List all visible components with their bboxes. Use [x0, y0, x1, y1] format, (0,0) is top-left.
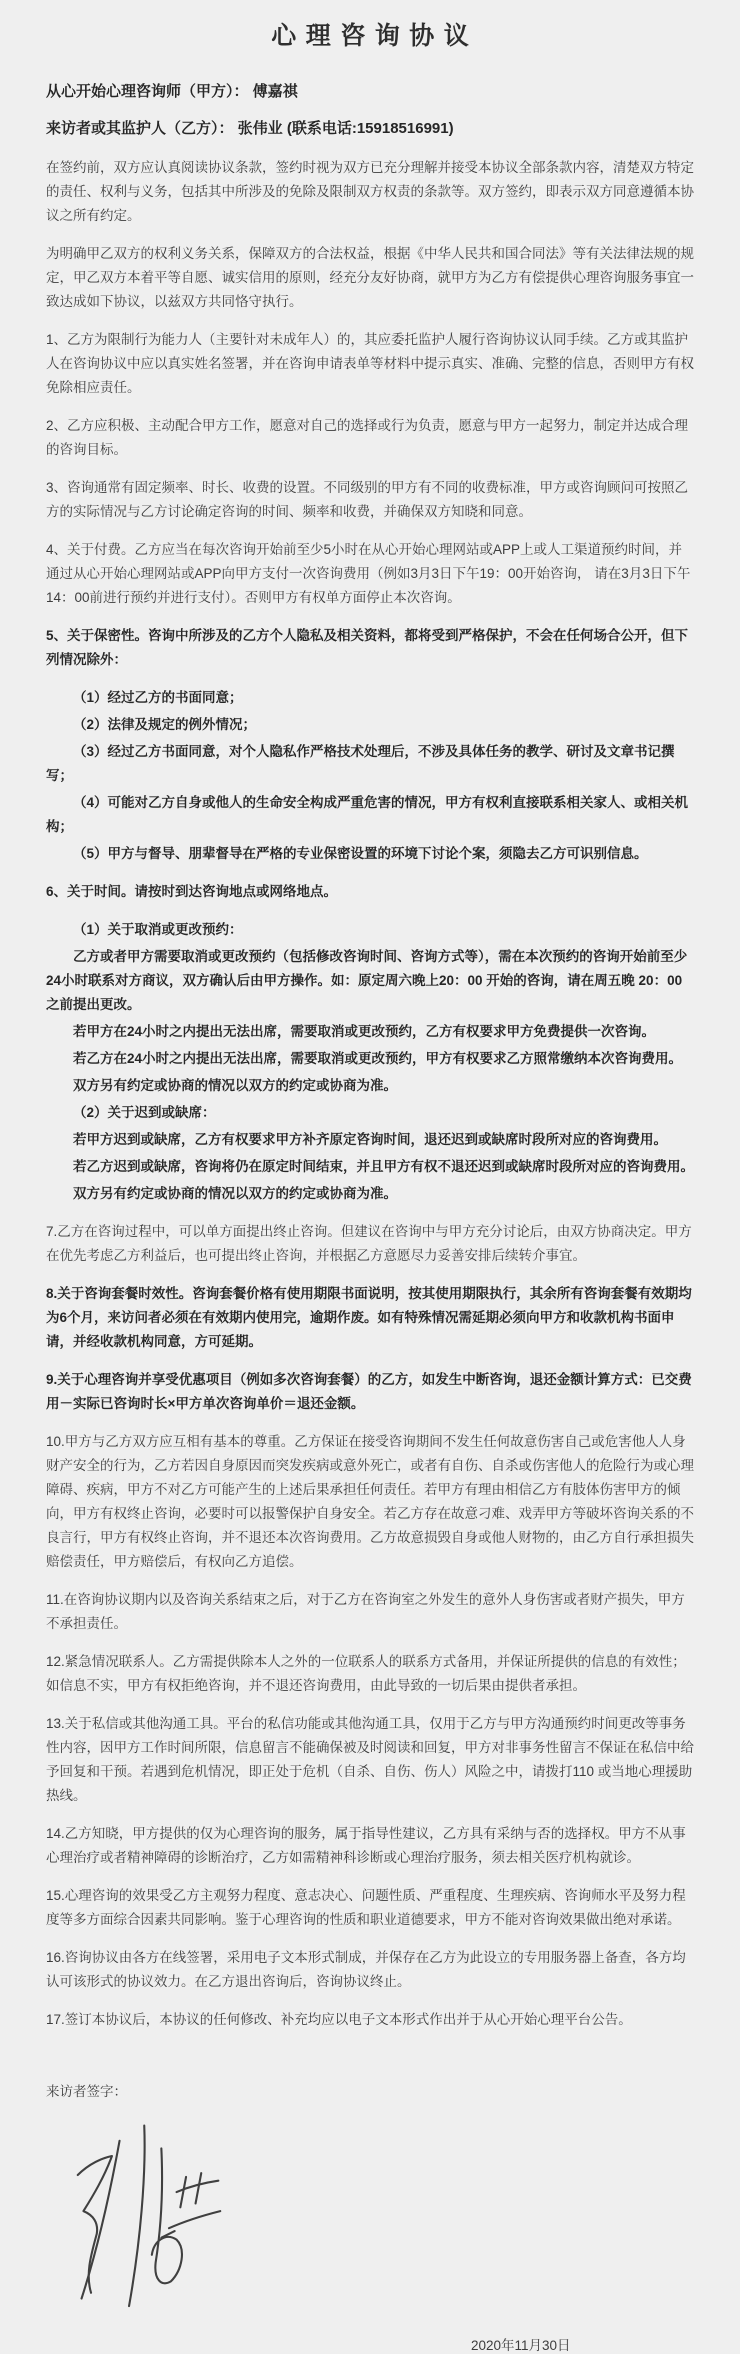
visitor-signature-image: [64, 2118, 234, 2308]
clause-5-intro: 5、关于保密性。咨询中所涉及的乙方个人隐私及相关资料，都将受到严格保护，不会在任何场合公开，但下列情况除外：: [46, 628, 689, 667]
clause-6-sub2-title: （2）关于迟到或缺席：: [73, 1105, 216, 1120]
clause-3: 3、咨询通常有固定频率、时长、收费的设置。不同级别的甲方有不同的收费标准，甲方或咨询顾问可按照乙方的实际情况与乙方讨论确定咨询的时间、频率和收费，并确保双方知晓和同意。: [46, 480, 689, 519]
visitor-signature-block: [64, 2118, 694, 2308]
clause-5-item-2: （2）法律及规定的例外情况；: [73, 717, 257, 732]
clause-11: 11.在咨询协议期内以及咨询关系结束之后，对于乙方在咨询室之外发生的意外人身伤害或者财产损失，甲方不承担责任。: [46, 1592, 685, 1631]
clause-6-sub1-p4: 双方另有约定或协商的情况以双方的约定或协商为准。: [73, 1078, 397, 1093]
clause-14: 14.乙方知晓，甲方提供的仅为心理咨询的服务，属于指导性建议，乙方具有采纳与否的选择权。甲方不从事心理治疗或者精神障碍的诊断治疗，乙方如需精神科诊断或心理治疗服务，须去相关医疗机构就诊。: [46, 1826, 686, 1865]
visitor-signature-label: 来访者签字：: [46, 2084, 127, 2099]
clause-6-sub2-p3: 双方另有约定或协商的情况以双方的约定或协商为准。: [73, 1186, 397, 1201]
clause-16: 16.咨询协议由各方在线签署，采用电子文本形式制成，并保存在乙方为此设立的专用服务器上备查，各方均认可该形式的协议效力。在乙方退出咨询后，咨询协议终止。: [46, 1950, 686, 1989]
clause-12: 12.紧急情况联系人。乙方需提供除本人之外的一位联系人的联系方式备用，并保证所提供的信息的有效性；如信息不实，甲方有权拒绝咨询，并不退还咨询费用，由此导致的一切后果由提供者承担。: [46, 1654, 686, 1693]
preamble-p2: 为明确甲乙双方的权利义务关系，保障双方的合法权益，根据《中华人民共和国合同法》等有关法律法规的规定，甲乙双方本着平等自愿、诚实信用的原则，经充分友好协商，就甲方为乙方有偿提供心理咨询服务事宜一致达成如下协议，以兹双方共同恪守执行。: [46, 246, 694, 309]
clause-5-item-3: （3）经过乙方书面同意，对个人隐私作严格技术处理后，不涉及具体任务的教学、研讨及文章书记撰写；: [46, 744, 675, 783]
clause-15: 15.心理咨询的效果受乙方主观努力程度、意志决心、问题性质、严重程度、生理疾病、咨询师水平及努力程度等多方面综合因素共同影响。鉴于心理咨询的性质和职业道德要求，甲方不能对咨询效果做出绝对承诺。: [46, 1888, 686, 1927]
clause-6-sub1-p3: 若乙方在24小时之内提出无法出席，需要取消或更改预约，甲方有权要求乙方照常缴纳本次咨询费用。: [73, 1051, 683, 1066]
clause-4: 4、关于付费。乙方应当在每次咨询开始前至少5小时在从心开始心理网站或APP上或人工渠道预约时间，并通过从心开始心理网站或APP向甲方支付一次咨询费用（例如3月3日下午19：00开始咨询， 请在3月3日下午14：00前进行预约并进行支付）。否则甲方有权单方面停止本次咨询。: [46, 542, 691, 605]
clause-5-item-4: （4）可能对乙方自身或他人的生命安全构成严重危害的情况，甲方有权利直接联系相关家人、或相关机构；: [46, 795, 689, 834]
party-b-line: 来访者或其监护人（乙方）： 张伟业 (联系电话:15918516991): [46, 120, 454, 137]
clause-6-intro: 6、关于时间。请按时到达咨询地点或网络地点。: [46, 884, 338, 899]
page-title: 心理咨询协议: [271, 22, 479, 50]
clause-13: 13.关于私信或其他沟通工具。平台的私信功能或其他沟通工具，仅用于乙方与甲方沟通预约时间更改等事务性内容，因甲方工作时间所限，信息留言不能确保被及时阅读和回复，甲方对非事务性留言不保证在私信中给予回复和干预。若遇到危机情况，即正处于危机（自杀、自伤、伤人）风险之中，请拨打110 或当地心理援助热线。: [46, 1716, 694, 1803]
clause-6-sub1-p1: 乙方或者甲方需要取消或更改预约（包括修改咨询时间、咨询方式等），需在本次预约的咨询开始前至少24小时联系对方商议，双方确认后由甲方操作。如：原定周六晚上20：00 开始的咨询，请在周五晚 20：00 之前提出更改。: [46, 949, 688, 1012]
clause-8: 8.关于咨询套餐时效性。咨询套餐价格有使用期限书面说明，按其使用期限执行，其余所有咨询套餐有效期均为6个月，来访问者必须在有效期内使用完，逾期作废。如有特殊情况需延期必须向甲方和收款机构书面申请，并经收款机构同意，方可延期。: [46, 1286, 692, 1349]
clause-10: 10.甲方与乙方双方应互相有基本的尊重。乙方保证在接受咨询期间不发生任何故意伤害自己或危害他人人身财产安全的行为，乙方若因自身原因而突发疾病或意外死亡，或者有自伤、自杀或伤害他人的危险行为或心理障碍、疾病，甲方不对乙方可能产生的上述后果承担任何责任。若甲方有理由相信乙方有肢体伤害甲方的倾向，甲方有权终止咨询，必要时可以报警保护自身安全。若乙方存在故意刁难、戏弄甲方等破坏咨询关系的不良言行，甲方有权终止咨询，并不退还本次咨询费用。乙方故意损毁自身或他人财物的，由乙方自行承担损失赔偿责任，甲方赔偿后，有权向乙方追偿。: [46, 1434, 694, 1569]
clause-5-item-5: （5）甲方与督导、朋辈督导在严格的专业保密设置的环境下讨论个案，须隐去乙方可识别信息。: [73, 846, 648, 861]
clause-17: 17.签订本协议后，本协议的任何修改、补充均应以电子文本形式作出并于从心开始心理平台公告。: [46, 2012, 632, 2027]
clause-7: 7.乙方在咨询过程中，可以单方面提出终止咨询。但建议在咨询中与甲方充分讨论后，由双方协商决定。甲方在优先考虑乙方利益后，也可提出终止咨询，并根据乙方意愿尽力妥善安排后续转介事宜。: [46, 1224, 692, 1263]
signature-date: 2020年11月30日: [471, 2338, 571, 2353]
clause-6-sub1-title: （1）关于取消或更改预约：: [73, 922, 243, 937]
clause-6-sub2-p2: 若乙方迟到或缺席，咨询将仍在原定时间结束，并且甲方有权不退还迟到或缺席时段所对应的咨询费用。: [73, 1159, 694, 1174]
party-a-line: 从心开始心理咨询师（甲方）： 傅嘉祺: [46, 83, 298, 100]
clause-6-sub1-p2: 若甲方在24小时之内提出无法出席，需要取消或更改预约，乙方有权要求甲方免费提供一次咨询。: [73, 1024, 656, 1039]
clause-9: 9.关于心理咨询并享受优惠项目（例如多次咨询套餐）的乙方，如发生中断咨询，退还金额计算方式：已交费用－实际已咨询时长×甲方单次咨询单价＝退还金额。: [46, 1372, 692, 1411]
clause-1: 1、乙方为限制行为能力人（主要针对未成年人）的，其应委托监护人履行咨询协议认同手续。乙方或其监护人在咨询协议中应以真实姓名签署，并在咨询申请表单等材料中提示真实、准确、完整的信息，否则甲方有权免除相应责任。: [46, 332, 694, 395]
clause-6-sub2-p1: 若甲方迟到或缺席，乙方有权要求甲方补齐原定咨询时间，退还迟到或缺席时段所对应的咨询费用。: [73, 1132, 667, 1147]
clause-2: 2、乙方应积极、主动配合甲方工作，愿意对自己的选择或行为负责，愿意与甲方一起努力，制定并达成合理的咨询目标。: [46, 418, 689, 457]
preamble-p1: 在签约前，双方应认真阅读协议条款，签约时视为双方已充分理解并接受本协议全部条款内容，清楚双方特定的责任、权利与义务，包括其中所涉及的免除及限制双方权责的条款等。双方签约，即表示双方同意遵循本协议之所有约定。: [46, 160, 694, 223]
clause-5-item-1: （1）经过乙方的书面同意；: [73, 690, 243, 705]
